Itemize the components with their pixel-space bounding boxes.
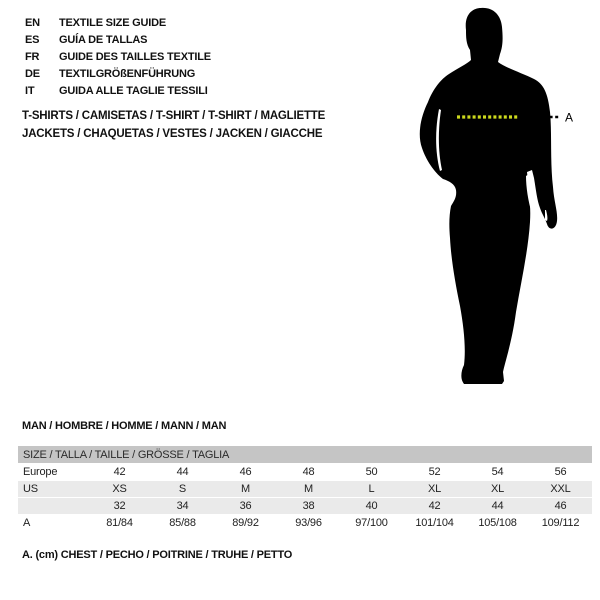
- language-title: GUIDA ALLE TAGLIE TESSILI: [59, 84, 208, 97]
- size-value: XL: [427, 483, 442, 495]
- section-title-man: MAN / HOMBRE / HOMME / MANN / MAN: [22, 420, 227, 432]
- measure-label-a: A: [565, 110, 574, 125]
- size-value: 36: [239, 500, 252, 512]
- size-value: 42: [428, 500, 441, 512]
- language-code: ES: [25, 33, 40, 46]
- size-value: 32: [113, 500, 126, 512]
- table-row-europe: [18, 464, 592, 480]
- language-code: DE: [25, 67, 40, 80]
- table-row-numeric: [18, 498, 592, 514]
- language-row-de: [25, 65, 211, 82]
- size-value: 38: [302, 500, 315, 512]
- size-value: 34: [176, 500, 189, 512]
- size-value: 48: [302, 466, 315, 478]
- table-row-us: [18, 481, 592, 497]
- size-value: 52: [428, 466, 441, 478]
- table-row-chest-a: [18, 515, 592, 531]
- category-list: [22, 107, 325, 143]
- row-label: A: [23, 517, 31, 529]
- row-label: US: [23, 483, 38, 495]
- size-value: M: [241, 483, 250, 495]
- size-value: 105/108: [478, 517, 517, 529]
- size-value: 46: [239, 466, 252, 478]
- man-silhouette-svg: [400, 0, 600, 420]
- language-row-it: [25, 82, 211, 99]
- size-table: [18, 446, 592, 531]
- size-value: 42: [113, 466, 126, 478]
- size-value: L: [368, 483, 375, 495]
- size-value: S: [178, 483, 187, 495]
- size-value: 81/84: [106, 517, 133, 529]
- language-title: GUIDE DES TAILLES TEXTILE: [59, 50, 211, 63]
- man-silhouette-figure: [400, 0, 600, 420]
- language-title-list: [25, 14, 211, 99]
- size-value: 56: [554, 466, 567, 478]
- size-value: 85/88: [169, 517, 196, 529]
- language-row-es: [25, 31, 211, 48]
- category-tshirts: T-SHIRTS / CAMISETAS / T-SHIRT / T-SHIRT / MAGLIETTE: [22, 110, 326, 122]
- size-value: 54: [491, 466, 504, 478]
- size-value: 93/96: [295, 517, 322, 529]
- language-row-en: [25, 14, 211, 31]
- language-row-fr: [25, 48, 211, 65]
- language-code: IT: [25, 84, 35, 97]
- size-value: 44: [491, 500, 504, 512]
- category-jackets: JACKETS / CHAQUETAS / VESTES / JACKEN / GIACCHE: [22, 128, 323, 140]
- size-value: XXL: [550, 483, 571, 495]
- measurement-footnote: A. (cm) CHEST / PECHO / POITRINE / TRUHE / PETTO: [22, 549, 293, 561]
- man-silhouette: [420, 8, 557, 384]
- size-value: XS: [112, 483, 127, 495]
- size-value: 89/92: [232, 517, 259, 529]
- size-value: 50: [365, 466, 378, 478]
- language-code: EN: [25, 16, 40, 29]
- size-value: 44: [176, 466, 189, 478]
- size-value: M: [304, 483, 313, 495]
- size-value: 109/112: [541, 517, 580, 529]
- language-title: TEXTILE SIZE GUIDE: [59, 16, 167, 29]
- language-code: FR: [25, 50, 40, 63]
- size-value: 46: [554, 500, 567, 512]
- size-table-header: SIZE / TALLA / TAILLE / GRÖSSE / TAGLIA: [18, 446, 592, 463]
- language-title: GUÍA DE TALLAS: [59, 33, 148, 46]
- language-title: TEXTILGRÖßENFÜHRUNG: [59, 67, 196, 80]
- row-label: Europe: [23, 466, 58, 478]
- size-value: 40: [365, 500, 378, 512]
- size-value: 97/100: [355, 517, 388, 529]
- size-value: 101/104: [415, 517, 454, 529]
- size-value: XL: [490, 483, 505, 495]
